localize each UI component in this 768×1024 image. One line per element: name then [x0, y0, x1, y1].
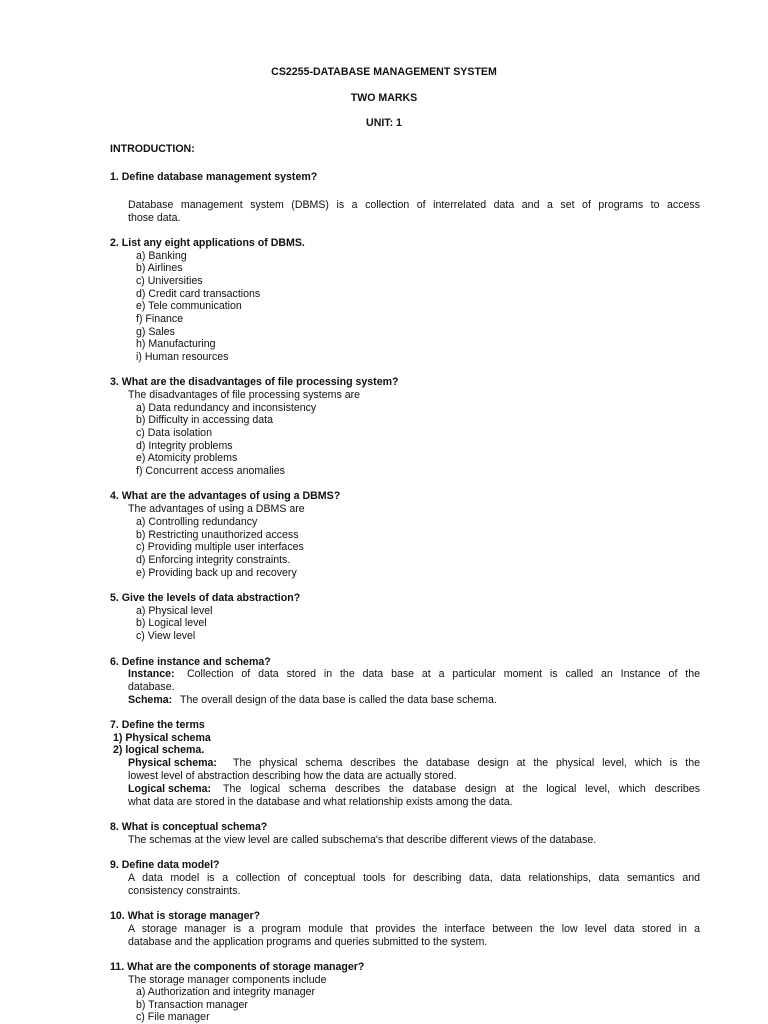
answer-10-line-2: database and the application programs and queries submitted to the system. — [128, 936, 488, 948]
answer-3-intro: The disadvantages of file processing systems are — [128, 389, 361, 401]
answer-8: The schemas at the view level are called subschema's that describe different views of the database. — [128, 834, 597, 846]
answer-10-line-1: A storage manager is a program module that provides the interface between the low level data stored in a — [128, 923, 700, 935]
list-item: a) Authorization and integrity manager — [136, 986, 316, 998]
document-title: CS2255-DATABASE MANAGEMENT SYSTEM — [271, 66, 497, 78]
list-item: d) Credit card transactions — [136, 288, 261, 300]
question-6: 6. Define instance and schema? — [110, 656, 271, 668]
answer-1-line-2: those data. — [128, 212, 181, 224]
question-11: 11. What are the components of storage manager? — [110, 961, 365, 973]
physical-schema-definition: The physical schema describes the database design at the physical level, which is the — [233, 757, 700, 769]
list-item: b) Logical level — [136, 617, 207, 629]
list-item: b) Transaction manager — [136, 999, 248, 1011]
answer-11-intro: The storage manager components include — [128, 974, 327, 986]
list-item: h) Manufacturing — [136, 338, 216, 350]
logical-schema-definition: The logical schema describes the database design at the logical level, which describes — [223, 783, 700, 795]
list-item: a) Data redundancy and inconsistency — [136, 402, 317, 414]
list-item: e) Atomicity problems — [136, 452, 238, 464]
schema-label: Schema: — [128, 694, 173, 706]
question-5: 5. Give the levels of data abstraction? — [110, 592, 301, 604]
logical-schema-definition-line-2: what data are stored in the database and what relationship exists among the data. — [128, 796, 513, 808]
physical-schema-label: Physical schema: — [128, 757, 217, 769]
instance-label: Instance: — [128, 668, 175, 680]
list-item: i) Human resources — [136, 351, 229, 363]
term-1: 1) Physical schema — [113, 732, 211, 744]
question-3: 3. What are the disadvantages of file processing system? — [110, 376, 399, 388]
list-item: c) Data isolation — [136, 427, 212, 439]
list-item: a) Banking — [136, 250, 187, 262]
question-1: 1. Define database management system? — [110, 171, 318, 183]
answer-4-intro: The advantages of using a DBMS are — [128, 503, 305, 515]
list-item: d) Integrity problems — [136, 440, 233, 452]
list-item: f) Concurrent access anomalies — [136, 465, 285, 477]
list-item: e) Providing back up and recovery — [136, 567, 297, 579]
instance-definition: Collection of data stored in the data base at a particular moment is called an Instance of the — [187, 668, 700, 680]
list-item: c) Providing multiple user interfaces — [136, 541, 304, 553]
answer-9-line-1: A data model is a collection of conceptual tools for describing data, data relationships, data semantics and — [128, 872, 700, 884]
question-8: 8. What is conceptual schema? — [110, 821, 268, 833]
list-item: g) Sales — [136, 326, 175, 338]
question-2: 2. List any eight applications of DBMS. — [110, 237, 305, 249]
instance-definition-line-2: database. — [128, 681, 175, 693]
answer-1-line-1: Database management system (DBMS) is a collection of interrelated data and a set of programs to access — [128, 199, 700, 211]
answer-9-line-2: consistency constraints. — [128, 885, 241, 897]
list-item: d) Enforcing integrity constraints. — [136, 554, 291, 566]
list-item: c) Universities — [136, 275, 203, 287]
document-subtitle: TWO MARKS — [350, 92, 418, 104]
list-item: a) Controlling redundancy — [136, 516, 258, 528]
list-item: b) Difficulty in accessing data — [136, 414, 273, 426]
physical-schema-definition-line-2: lowest level of abstraction describing how the data are actually stored. — [128, 770, 457, 782]
list-item: e) Tele communication — [136, 300, 242, 312]
term-2: 2) logical schema. — [113, 744, 205, 756]
question-10: 10. What is storage manager? — [110, 910, 261, 922]
logical-schema-label: Logical schema: — [128, 783, 212, 795]
schema-definition: The overall design of the data base is called the data base schema. — [180, 694, 497, 706]
list-item: a) Physical level — [136, 605, 213, 617]
list-item: c) View level — [136, 630, 196, 642]
list-item: f) Finance — [136, 313, 184, 325]
section-heading: INTRODUCTION: — [110, 143, 195, 155]
question-4: 4. What are the advantages of using a DBMS? — [110, 490, 341, 502]
question-9: 9. Define data model? — [110, 859, 220, 871]
list-item: c) File manager — [136, 1011, 210, 1023]
unit-heading: UNIT: 1 — [366, 117, 402, 129]
question-7: 7. Define the terms — [110, 719, 205, 731]
list-item: b) Restricting unauthorized access — [136, 529, 299, 541]
list-item: b) Airlines — [136, 262, 183, 274]
